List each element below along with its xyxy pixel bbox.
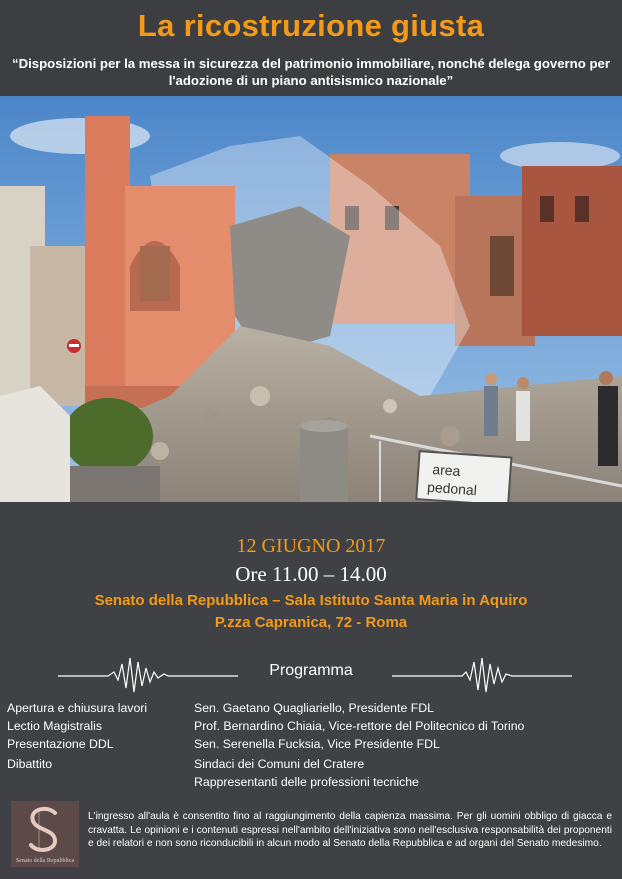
event-hours: Ore 11.00 – 14.00: [235, 562, 387, 586]
sign-text-1: area: [431, 461, 461, 479]
program-row-label: Lectio Magistralis: [7, 719, 102, 733]
senate-s-monogram-icon: [11, 801, 79, 857]
footer-notice: L'ingresso all'aula è consentito fino al raggiungimento della capienza massima. Per gli uomini obbligo di giacca e cravatta. Le opinioni e i contenuti espressi nell'ambito dell'iniziativa sono nell'esclusiva responsabilità dei proponenti e dei relatori e non sono riconducibili in alcun modo al Senato della Repubblica e ad organi del Senato medesimo.: [88, 811, 612, 849]
program-row-label: Presentazione DDL: [7, 737, 114, 751]
event-date: 12 GIUGNO 2017: [236, 535, 386, 557]
program-row: [0, 719, 622, 737]
sign-text-2: pedonal: [426, 478, 478, 499]
program-row: [0, 757, 622, 775]
event-venue: Senato della Repubblica – Sala Istituto Santa Maria in Aquiro: [94, 592, 528, 609]
program-row-speaker: Sen. Serenella Fucksia, Vice Presidente FDL: [194, 737, 440, 751]
poster-subtitle: “Disposizioni per la messa in sicurezza del patrimonio immobiliare, nonché delega governo per l'adozione di un piano antisismico nazionale”: [12, 56, 610, 88]
program-row-label: Dibattito: [7, 757, 53, 771]
senate-logo: [11, 801, 79, 867]
program-row: [0, 737, 622, 755]
program-row-speaker: Sen. Gaetano Quagliariello, Presidente FDL: [194, 701, 434, 715]
program-row-speaker: Rappresentanti delle professioni tecniche: [194, 775, 419, 789]
program-row-speaker: Prof. Bernardino Chiaia, Vice-rettore del Politecnico di Torino: [194, 719, 525, 733]
program-row: [0, 775, 622, 793]
poster-header: [0, 0, 622, 96]
program-row-speaker: Sindaci dei Comuni del Cratere: [194, 757, 365, 771]
program-title: Programma: [269, 662, 353, 679]
earthquake-ruins-photo: [0, 96, 622, 502]
program-row-label: Apertura e chiusura lavori: [7, 701, 148, 715]
poster-title: La ricostruzione giusta: [137, 8, 485, 43]
senate-logo-caption: Senato della Repubblica: [15, 858, 75, 864]
program-row: [0, 701, 622, 719]
event-address: P.zza Capranica, 72 - Roma: [214, 614, 408, 631]
seismograph-wave-right: [392, 654, 572, 694]
